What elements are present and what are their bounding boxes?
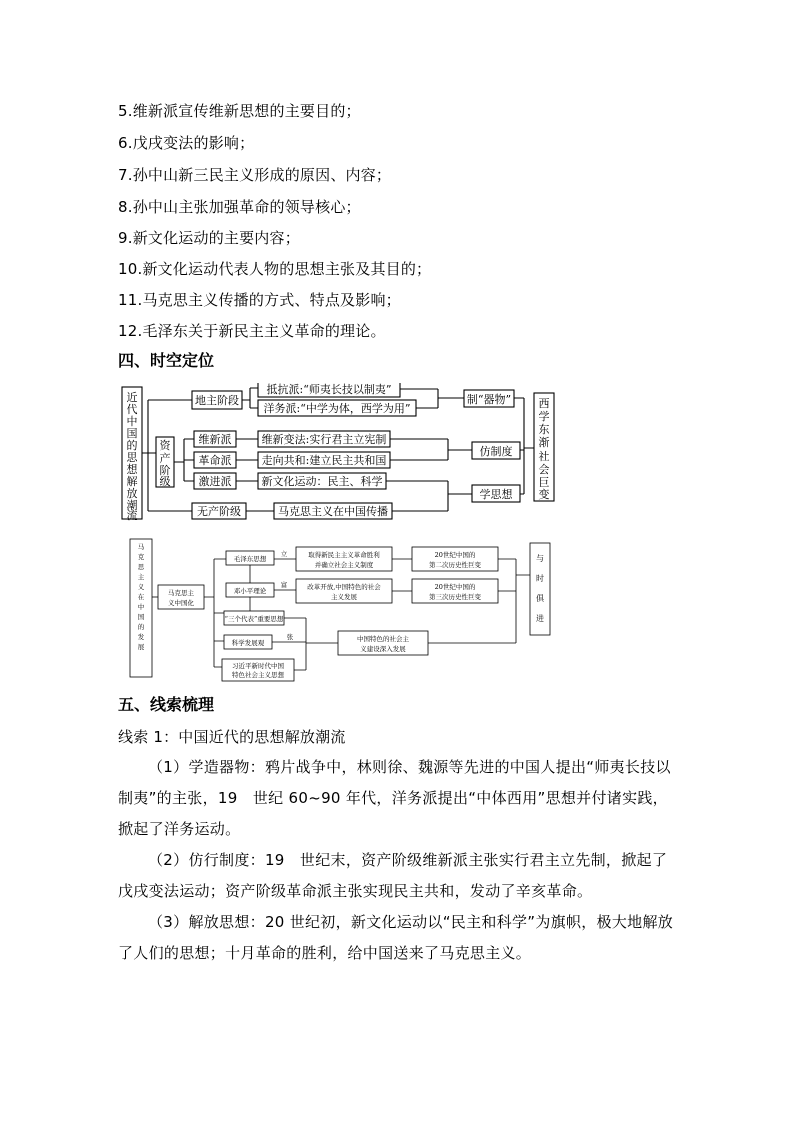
mao-result-line2: 并确立社会主义制度 [314, 561, 374, 569]
westernization-faction: 洋务派:“中学为体，西学为用” [263, 402, 411, 415]
question-6: 6.戊戌变法的影响； [118, 134, 255, 152]
imitate-systems: 仿制度 [479, 445, 513, 458]
change2-line1: 20世纪中国的 [434, 551, 476, 559]
clue-1-title: 线索 1：中国近代的思想解放潮流 [118, 728, 346, 746]
question-9: 9.新文化运动的主要内容； [118, 229, 300, 247]
question-7: 7.孙中山新三民主义形成的原因、内容； [118, 166, 392, 184]
diagram1-left-title: 近代中国的思想解放潮流 [126, 391, 138, 522]
mao-result-line1: 取得新民主主义革命胜利 [308, 551, 380, 559]
revolution-content: 走向共和:建立民主共和国 [261, 454, 387, 467]
section-5-title: 五、线索梳理 [118, 695, 215, 714]
radicals: 激进派 [198, 475, 232, 488]
imitate-objects: 制“器物” [466, 393, 512, 406]
question-11: 11.马克思主义传播的方式、特点及影响； [118, 291, 401, 309]
scientific-development: 科学发展观 [231, 639, 265, 647]
revolutionaries: 革命派 [198, 454, 232, 467]
socialism-line2: 义建设深入发展 [360, 645, 406, 653]
three-represents: “三个代表”重要思想 [224, 615, 284, 623]
diagram1-right-title: 西学东渐社会巨变 [538, 397, 550, 501]
learn-thought: 学思想 [479, 488, 513, 501]
marxism-spread: 马克思主义在中国传播 [278, 505, 388, 518]
paragraph-2 [118, 845, 678, 907]
diagram2-right-title: 与时俱进 [536, 554, 544, 623]
change2-line2: 第二次历史性巨变 [429, 561, 481, 569]
deng-theory: 邓小平理论 [233, 587, 267, 595]
paragraph-2-text: （2）仿行制度：19 世纪末，资产阶级维新派主张实行君主立先制，掀起了戊戌变法运动；资产阶级革命派主张实现民主共和，发动了辛亥革命。 [118, 851, 668, 900]
landlord-stage: 地主阶段 [195, 394, 239, 407]
xi-thought-line2: 特色社会主义思想 [232, 671, 284, 679]
mao-thought: 毛泽东思想 [233, 555, 267, 563]
thought-liberation-diagram [118, 383, 558, 525]
paragraph-3-text: （3）解放思想：20 世纪初，新文化运动以“民主和科学”为旗帜，极大地解放了人们的思想；十月革命的胜利，给中国送来了马克思主义。 [118, 913, 674, 962]
reformists: 维新派 [198, 433, 232, 446]
change3-line1: 20世纪中国的 [434, 583, 476, 591]
question-12: 12.毛泽东关于新民主主义革命的理论。 [118, 322, 386, 340]
proletariat: 无产阶级 [197, 505, 241, 518]
reform-content: 维新变法:实行君主立宪制 [261, 433, 387, 446]
label-li: 立 [280, 550, 288, 558]
paragraph-1 [118, 752, 678, 845]
deng-result-line2: 主义发展 [331, 593, 357, 601]
resistance-faction: 抵抗派:“师夷长技以制夷” [266, 383, 392, 396]
socialism-line1: 中国特色的社会主 [357, 635, 409, 643]
xi-thought-line1: 习近平新时代中国 [232, 662, 284, 670]
question-8: 8.孙中山主张加强革命的领导核心； [118, 198, 361, 216]
sinicization-box: 马克思主义中国化 [168, 589, 194, 607]
marxism-development-diagram [118, 535, 558, 683]
label-zhang: 张 [286, 633, 294, 641]
paragraph-3 [118, 907, 678, 969]
change3-line2: 第三次历史性巨变 [429, 593, 481, 601]
question-10: 10.新文化运动代表人物的思想主张及其目的； [118, 260, 432, 278]
radical-content: 新文化运动：民主、科学 [261, 475, 383, 488]
paragraph-1-text: （1）学造器物：鸦片战争中，林则徐、魏源等先进的中国人提出“师夷长技以制夷”的主张，19 世纪 60~90 年代，洋务派提出“中体西用”思想并付诸实践，掀起了洋务运动。 [118, 758, 671, 838]
bourgeoisie: 资产阶级 [159, 439, 171, 488]
deng-result-line1: 改革开放,中国特色的社会 [307, 583, 381, 591]
section-4-title: 四、时空定位 [118, 351, 215, 370]
label-fu: 富 [280, 581, 288, 589]
question-5: 5.维新派宣传维新思想的主要目的； [118, 102, 361, 120]
diagram2-left-title: 马克思主义在中国的发展 [137, 543, 145, 651]
